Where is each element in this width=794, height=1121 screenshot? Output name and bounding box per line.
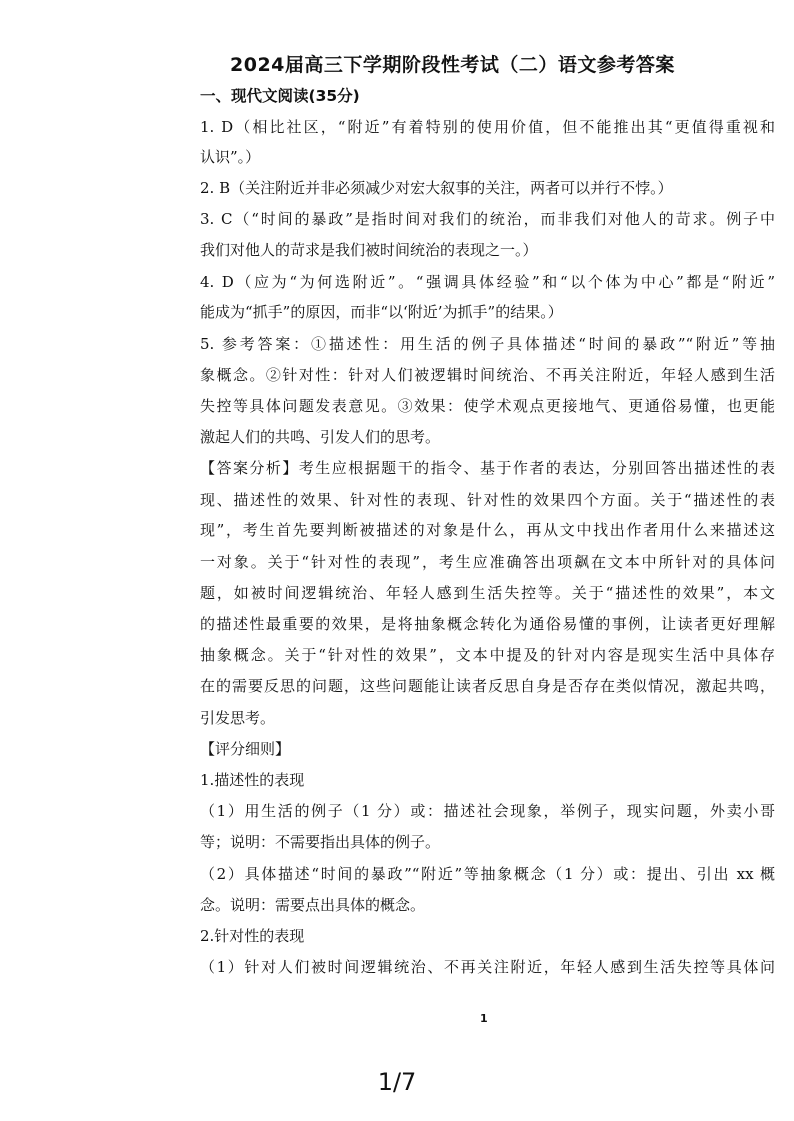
analysis-line-1: 【答案分析】考生应根据题干的指令、基于作者的表达，分别回答出描述性的表 — [200, 459, 775, 477]
analysis-line-9: 引发思考。 — [200, 709, 276, 727]
analysis-line-7: 抽象概念。关于“针对性的效果”，文本中提及的针对内容是现实生活中具体存 — [200, 646, 775, 664]
scoring-item-1-1-line-2: 等；说明：不需要指出具体的例子。 — [200, 833, 441, 851]
scoring-item-1-heading: 1.描述性的表现 — [200, 771, 305, 789]
scoring-item-2-1-line-1: （1）针对人们被时间逻辑统治、不再关注附近，年轻人感到生活失控等具体问 — [200, 958, 775, 976]
answer-2-line-1: 2. B（关注附近并非必须减少对宏大叙事的关注，两者可以并行不悖。） — [200, 179, 673, 197]
analysis-line-4: 一对象。关于“针对性的表现”，考生应准确答出项飙在文本中所针对的具体问 — [200, 553, 775, 571]
answer-4-line-2: 能成为“抓手”的原因，而非“以‘附近’为抓手”的结果。） — [200, 303, 563, 321]
scoring-item-1-1-line-1: （1）用生活的例子（1 分）或：描述社会现象，举例子，现实问题，外卖小哥 — [200, 802, 775, 820]
analysis-line-6: 的描述性最重要的效果，是将抽象概念转化为通俗易懂的事例，让读者更好理解 — [200, 615, 775, 633]
scoring-item-1-2-line-2: 念。说明：需要点出具体的概念。 — [200, 896, 426, 914]
answer-5-line-1: 5. 参考答案：①描述性：用生活的例子具体描述“时间的暴政”“附近”等抽 — [200, 335, 775, 353]
answer-3-line-2: 我们对他人的苛求是我们被时间统治的表现之一。） — [200, 241, 538, 259]
analysis-line-2: 现、描述性的效果、针对性的表现、针对性的效果四个方面。关于“描述性的表 — [200, 491, 775, 509]
scoring-item-1-2-line-1: （2）具体描述“时间的暴政”“附近”等抽象概念（1 分）或：提出、引出 xx 概 — [200, 865, 775, 883]
answer-3-line-1: 3. C（“时间的暴政”是指时间对我们的统治，而非我们对他人的苛求。例子中 — [200, 210, 775, 228]
answer-5-line-4: 激起人们的共鸣、引发人们的思考。 — [200, 428, 441, 446]
analysis-line-3: 现”，考生首先要判断被描述的对象是什么，再从文中找出作者用什么来描述这 — [200, 521, 775, 539]
scoring-item-2-heading: 2.针对性的表现 — [200, 927, 305, 945]
page-title: 2024届高三下学期阶段性考试（二）语文参考答案 — [230, 54, 675, 76]
answer-1-line-2: 认识”。） — [200, 148, 261, 166]
answer-5-line-2: 象概念。②针对性：针对人们被逻辑时间统治、不再关注附近，年轻人感到生活 — [200, 366, 775, 384]
page-number: 1 — [480, 1012, 488, 1025]
answer-1-line-1: 1. D（相比社区，“附近”有着特别的使用价值，但不能推出其“更值得重视和 — [200, 118, 775, 136]
answer-5-line-3: 失控等具体问题发表意见。③效果：使学术观点更接地气、更通俗易懂，也更能 — [200, 397, 775, 415]
page-indicator: 1/7 — [377, 1068, 417, 1096]
scoring-heading: 【评分细则】 — [200, 740, 291, 758]
analysis-line-8: 在的需要反思的问题，这些问题能让读者反思自身是否存在类似情况，激起共鸣， — [200, 677, 775, 695]
section-heading: 一、现代文阅读(35分) — [200, 87, 360, 105]
analysis-line-5: 题，如被时间逻辑统治、年轻人感到生活失控等。关于“描述性的效果”，本文 — [200, 584, 775, 602]
answer-4-line-1: 4. D（应为“为何选附近”。“强调具体经验”和“以个体为中心”都是“附近” — [200, 273, 775, 291]
